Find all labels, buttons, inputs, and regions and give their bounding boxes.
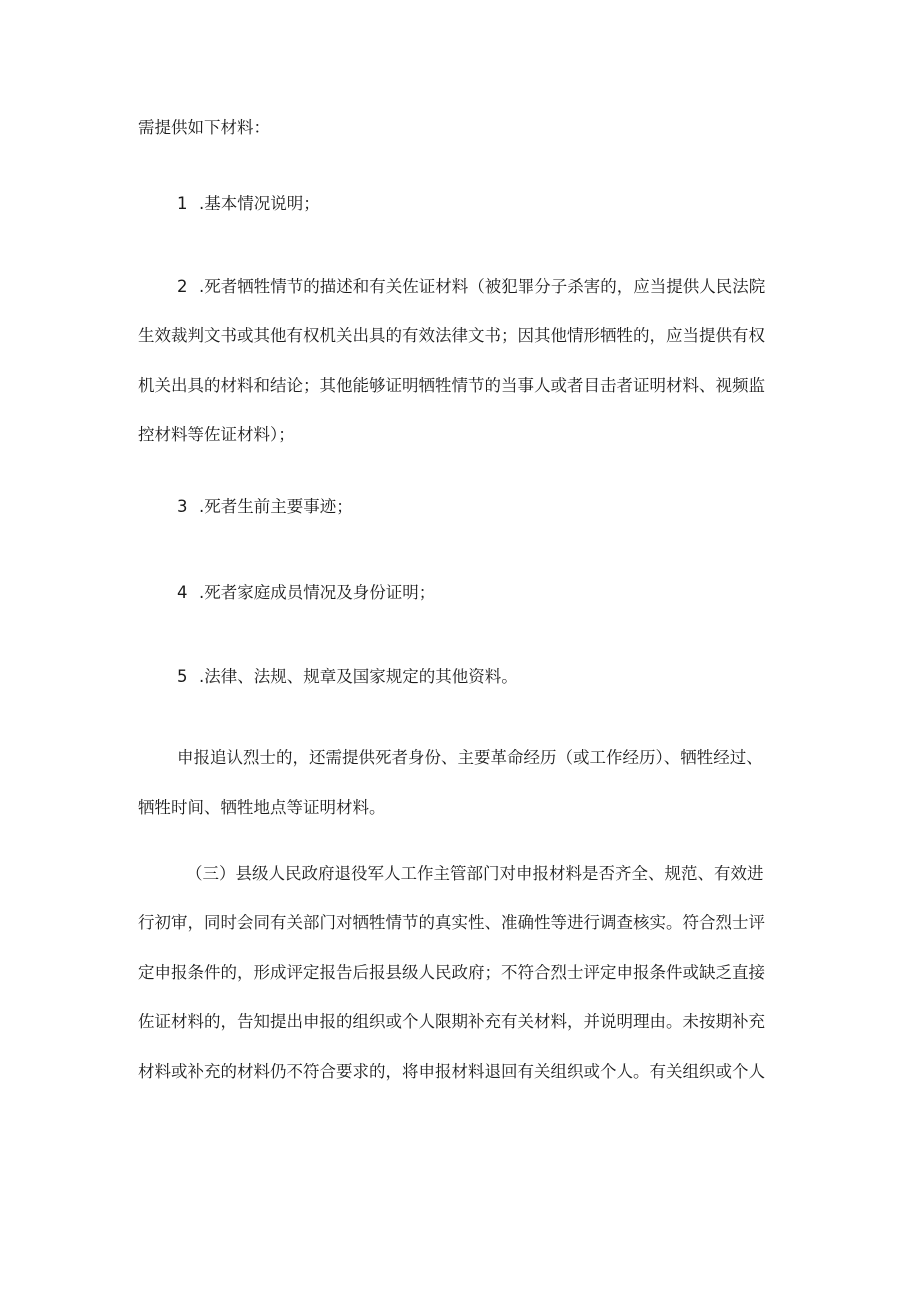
list-item-2-continuation: 控材料等佐证材料）； <box>138 425 295 444</box>
section-3-paragraph-line: 佐证材料的，告知提出申报的组织或个人限期补充有关材料，并说明理由。未按期补充 <box>138 1012 765 1031</box>
list-item-2-continuation: 机关出具的材料和结论；其他能够证明牺牲情节的当事人或者目击者证明材料、视频监 <box>138 376 765 395</box>
list-item-2-continuation: 生效裁判文书或其他有权机关出具的有效法律文书；因其他情形牺牲的，应当提供有权 <box>138 326 765 345</box>
list-item-number: 4 <box>177 583 188 602</box>
list-item-5 <box>177 666 518 688</box>
list-item-1 <box>177 193 320 215</box>
list-item-4 <box>177 582 435 604</box>
list-item-2 <box>177 276 765 298</box>
list-item-3 <box>177 496 353 518</box>
list-item-text: .死者生前主要事迹； <box>199 497 353 516</box>
list-item-number: 2 <box>177 277 188 296</box>
intro-text: 需提供如下材料： <box>138 118 270 137</box>
list-item-number: 3 <box>177 497 188 516</box>
zhuiren-paragraph-line: 牺牲时间、牺牲地点等证明材料。 <box>138 798 386 817</box>
list-item-text: .死者牺牲情节的描述和有关佐证材料（被犯罪分子杀害的，应当提供人民法院 <box>199 277 766 296</box>
list-item-text: .法律、法规、规章及国家规定的其他资料。 <box>199 667 518 686</box>
section-3-paragraph-line: 材料或补充的材料仍不符合要求的，将申报材料退回有关组织或个人。有关组织或个人 <box>138 1062 765 1081</box>
zhuiren-paragraph-line: 申报追认烈士的，还需提供死者身份、主要革命经历（或工作经历）、牺牲经过、 <box>177 748 763 767</box>
list-item-number: 5 <box>177 667 188 686</box>
list-item-number: 1 <box>177 194 188 213</box>
section-3-paragraph-line: 行初审，同时会同有关部门对牺牲情节的真实性、准确性等进行调查核实。符合烈士评 <box>138 913 765 932</box>
section-3-paragraph-line: 定申报条件的，形成评定报告后报县级人民政府；不符合烈士评定申报条件或缺乏直接 <box>138 963 765 982</box>
section-3-paragraph-line: （三）县级人民政府退役军人工作主管部门对申报材料是否齐全、规范、有效进 <box>186 864 764 883</box>
list-item-text: .死者家庭成员情况及身份证明； <box>199 583 436 602</box>
list-item-text: .基本情况说明； <box>199 194 320 213</box>
